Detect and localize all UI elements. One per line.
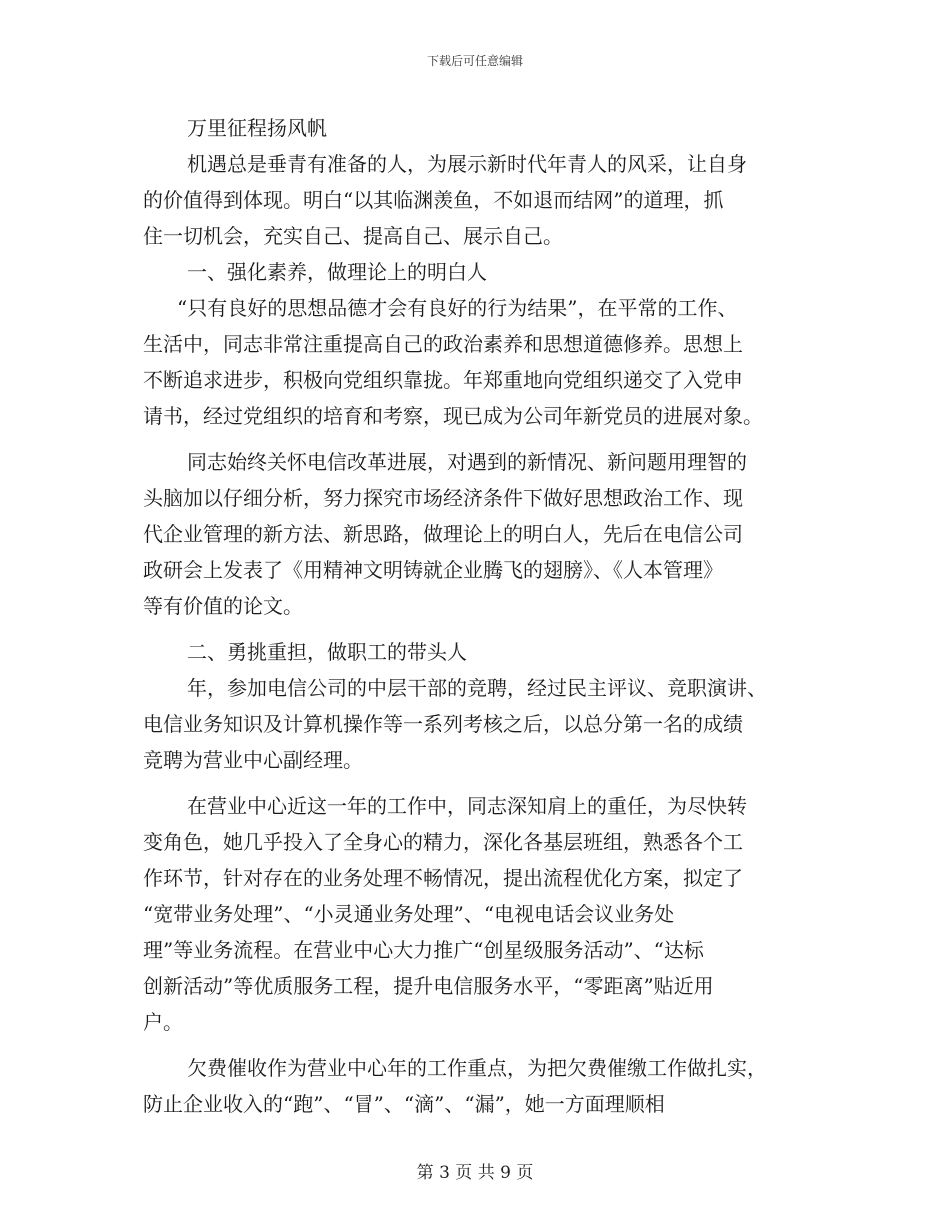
paragraph-line: 请书，经过党组织的培育和考察，现已成为公司年新党员的进展对象。 [143, 404, 763, 428]
section-heading-2: 二、勇挑重担，做职工的带头人 [187, 640, 467, 664]
paragraph-line: 作环节，针对存在的业务处理不畅情况，提出流程优化方案，拟定了 [143, 866, 743, 890]
paragraph-line: 变角色，她几乎投入了全身心的精力，深化各基层班组，熟悉各个工 [143, 830, 743, 854]
page-header: 下载后可任意编辑 [426, 54, 523, 68]
document-body [143, 110, 811, 1122]
paragraph-line: 电信业务知识及计算机操作等一系列考核之后，以总分第一名的成绩 [143, 712, 743, 736]
paragraph-line: 创新活动”等优质服务工程，提升电信服务水平，“零距离”贴近用 [143, 974, 714, 998]
paragraph-line: 机遇总是垂青有准备的人，为展示新时代年青人的风采，让自身 [187, 152, 747, 176]
article-title: 万里征程扬风帆 [187, 116, 327, 140]
paragraph-line: 年，参加电信公司的中层干部的竞聘，经过民主评议、竞职演讲、 [187, 676, 767, 700]
paragraph-line: 等有价值的论文。 [143, 594, 303, 618]
paragraph-line: “只有良好的思想品德才会有良好的行为结果”，在平常的工作、 [177, 296, 738, 320]
paragraph-line: 理”等业务流程。在营业中心大力推广“创星级服务活动”、“达标 [143, 938, 704, 962]
paragraph-line: 在营业中心近这一年的工作中，同志深知肩上的重任，为尽快转 [187, 794, 747, 818]
paragraph-line: 政研会上发表了《用精神文明铸就企业腾飞的翅膀》、《人本管理》 [143, 558, 723, 582]
paragraph-line: “宽带业务处理”、“小灵通业务处理”、“电视电话会议业务处 [143, 902, 675, 926]
paragraph-line: 的价值得到体现。明白“以其临渊羡鱼，不如退而结网”的道理，抓 [143, 188, 724, 212]
page-footer: 第 3 页 共 9 页 [416, 1163, 534, 1183]
paragraph-line: 竞聘为营业中心副经理。 [143, 748, 363, 772]
paragraph-line: 防止企业收入的“跑”、“冒”、“滴”、“漏”，她一方面理顺相 [143, 1092, 665, 1116]
paragraph-line: 住一切机会，充实自己、提高自己、展示自己。 [143, 224, 563, 248]
paragraph-line: 同志始终关怀电信改革进展，对遇到的新情况、新问题用理智的 [187, 450, 747, 474]
paragraph-line: 代企业管理的新方法、新思路，做理论上的明白人，先后在电信公司 [143, 522, 743, 546]
paragraph-line: 欠费催收作为营业中心年的工作重点，为把欠费催缴工作做扎实， [187, 1056, 767, 1080]
paragraph-line: 生活中，同志非常注重提高自己的政治素养和思想道德修养。思想上 [143, 332, 743, 356]
paragraph-line: 不断追求进步，积极向党组织靠拢。年郑重地向党组织递交了入党申 [143, 368, 743, 392]
paragraph-line: 头脑加以仔细分析，努力探究市场经济条件下做好思想政治工作、现 [143, 486, 743, 510]
paragraph-line: 户。 [143, 1010, 183, 1034]
section-heading-1: 一、强化素养，做理论上的明白人 [187, 260, 487, 284]
